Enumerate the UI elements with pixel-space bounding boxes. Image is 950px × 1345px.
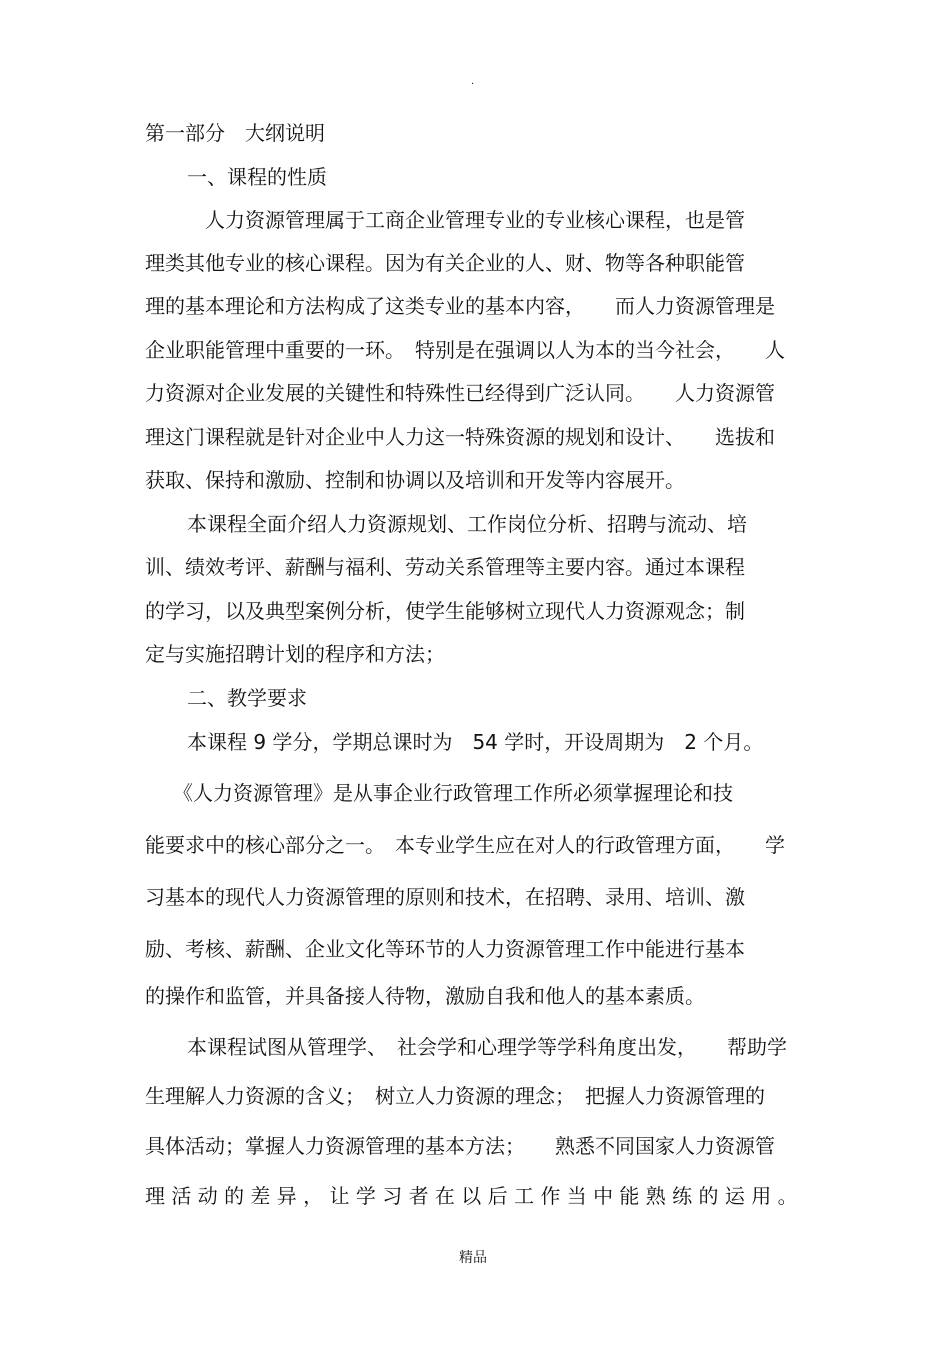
paragraph-line: 《人力资源管理》是从事企业行政管理工作所必须掌握理论和技 [173, 781, 733, 805]
paragraph-line: 习基本的现代人力资源管理的原则和技术，在招聘、录用、培训、激 [145, 885, 745, 909]
heading-course-nature: 一、课程的性质 [187, 165, 327, 189]
paragraph-line: 的操作和监管，并具备接人待物，激励自我和他人的基本素质。 [145, 984, 705, 1008]
paragraph-line: 励、考核、薪酬、企业文化等环节的人力资源管理工作中能进行基本 [145, 937, 745, 961]
paragraph-line: 人力资源管理属于工商企业管理专业的专业核心课程，也是管 [205, 208, 745, 232]
paragraph-line: 本课程试图从管理学、 社会学和心理学等学科角度出发， 帮助学 [187, 1035, 787, 1059]
paragraph-line: 生理解人力资源的含义； 树立人力资源的理念； 把握人力资源管理的 [145, 1084, 765, 1108]
paragraph-line: 企业职能管理中重要的一环。 特别是在强调以人为本的当今社会， 人 [145, 338, 785, 362]
section-title: 第一部分 大纲说明 [145, 121, 325, 145]
paragraph-line: 训、绩效考评、薪酬与福利、劳动关系管理等主要内容。通过本课程 [145, 555, 745, 579]
paragraph-line: 理的基本理论和方法构成了这类专业的基本内容， 而人力资源管理是 [145, 294, 775, 318]
paragraph-line: 的学习，以及典型案例分析，使学生能够树立现代人力资源观念；制 [145, 599, 745, 623]
paragraph-line: 获取、保持和激励、控制和协调以及培训和开发等内容展开。 [145, 468, 685, 492]
paragraph-line: 力资源对企业发展的关键性和特殊性已经得到广泛认同。 人力资源管 [145, 381, 775, 405]
paragraph-line: 理这门课程就是针对企业中人力这一特殊资源的规划和设计、 选拔和 [145, 425, 775, 449]
paragraph-line: 能要求中的核心部分之一。 本专业学生应在对人的行政管理方面， 学 [145, 833, 785, 857]
paragraph-line: 理类其他专业的核心课程。因为有关企业的人、财、物等各种职能管 [145, 251, 745, 275]
paragraph-line: 理 活 动 的 差 异 ， 让 学 习 者 在 以 后 工 作 当 中 能 熟 练 的 运 用 。 [145, 1184, 798, 1208]
paragraph-line: 定与实施招聘计划的程序和方法； [145, 642, 445, 666]
paragraph-line: 本课程 9 学分，学期总课时为 54 学时，开设周期为 2 个月。 [187, 730, 764, 754]
header-mark: . [471, 76, 475, 87]
heading-teaching-requirements: 二、教学要求 [187, 686, 307, 710]
paragraph-line: 本课程全面介绍人力资源规划、工作岗位分析、招聘与流动、培 [187, 512, 747, 536]
footer-label: 精品 [459, 1250, 487, 1266]
paragraph-line: 具体活动；掌握人力资源管理的基本方法； 熟悉不同国家人力资源管 [145, 1134, 775, 1158]
